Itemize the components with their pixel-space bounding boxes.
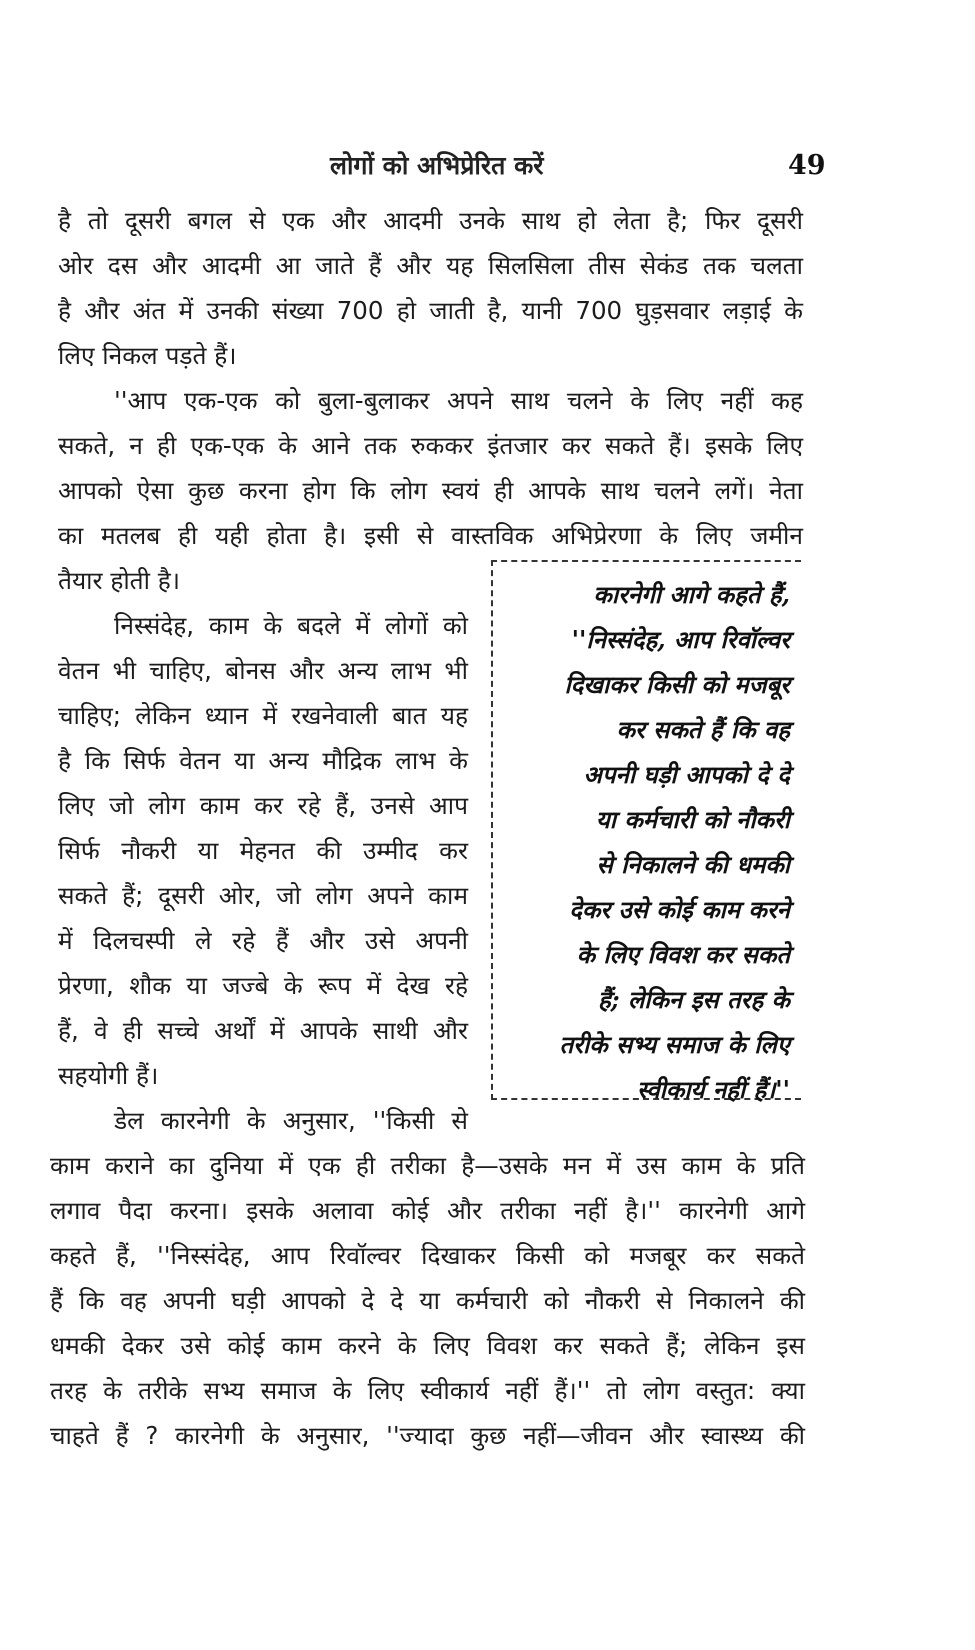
pull-quote-line: देकर उसे कोई काम करने [569,895,790,924]
running-title: लोगों को अभिप्रेरित करें [330,151,544,180]
pull-quote-line: से निकालने की धमकी [596,850,790,879]
paragraph-4 [50,1143,805,1458]
pull-quote-line: हैं; लेकिन इस तरह के [598,985,790,1014]
text-line: डेल कारनेगी के अनुसार, ''किसी से [114,1106,468,1135]
text-line: हैं कि वह अपनी घड़ी आपको दे दे या कर्मचारी को नौकरी से निकालने की [50,1286,805,1315]
text-line: लगाव पैदा करना। इसके अलावा कोई और तरीका नहीं है।'' कारनेगी आगे [50,1196,805,1225]
pull-quote-line: कर सकते हैं कि वह [616,715,790,744]
text-line: चाहते हैं ? कारनेगी के अनुसार, ''ज्यादा कुछ नहीं—जीवन और स्वास्थ्य की [50,1421,805,1450]
pull-quote-line: या कर्मचारी को नौकरी [595,805,790,834]
text-line: है तो दूसरी बगल से एक और आदमी उनके साथ हो लेता है; फिर दूसरी [58,206,803,235]
text-line: है और अंत में उनकी संख्या 700 हो जाती है, यानी 700 घुड़सवार लड़ाई के [58,296,803,325]
text-line: सकते, न ही एक-एक के आने तक रुककर इंतजार कर सकते हैं। इसके लिए [58,431,803,460]
paragraph-4-start [58,1098,468,1143]
paragraph-3 [58,603,468,1098]
text-line: आपको ऐसा कुछ करना होग कि लोग स्वयं ही आपके साथ चलने लगें। नेता [58,476,803,505]
text-line: तैयार होती है। [58,566,181,595]
pull-quote [505,572,790,1112]
text-line: धमकी देकर उसे कोई काम करने के लिए विवश कर सकते हैं; लेकिन इस [50,1331,805,1360]
text-line: लिए जो लोग काम कर रहे हैं, उनसे आप [58,791,468,820]
text-line: लिए निकल पड़ते हैं। [58,341,237,370]
pull-quote-line: तरीके सभ्य समाज के लिए [559,1030,790,1059]
pull-quote-line: दिखाकर किसी को मजबूर [564,670,790,699]
text-line: कहते हैं, ''निस्संदेह, आप रिवॉल्वर दिखाकर किसी को मजबूर कर सकते [50,1241,805,1270]
text-line: सहयोगी हैं। [58,1061,159,1090]
text-line: में दिलचस्पी ले रहे हैं और उसे अपनी [58,926,468,955]
text-line: ''आप एक-एक को बुला-बुलाकर अपने साथ चलने के लिए नहीं कह [114,386,803,415]
text-line: का मतलब ही यही होता है। इसी से वास्तविक अभिप्रेरणा के लिए जमीन [58,521,803,550]
text-line: तरह के तरीके सभ्य समाज के लिए स्वीकार्य नहीं हैं।'' तो लोग वस्तुत: क्या [50,1376,805,1405]
text-line: वेतन भी चाहिए, बोनस और अन्य लाभ भी [58,656,468,685]
page-header [0,148,975,192]
text-line: ओर दस और आदमी आ जाते हैं और यह सिलसिला तीस सेकंड तक चलता [58,251,803,280]
text-line: निस्संदेह, काम के बदले में लोगों को [114,611,468,640]
pull-quote-line: स्वीकार्य नहीं हैं।'' [637,1075,790,1104]
page-number: 49 [788,150,826,181]
text-line: चाहिए; लेकिन ध्यान में रखनेवाली बात यह [58,701,468,730]
text-line: काम कराने का दुनिया में एक ही तरीका है—उसके मन में उस काम के प्रति [50,1151,805,1180]
pull-quote-line: कारनेगी आगे कहते हैं, [593,580,790,609]
text-line: सकते हैं; दूसरी ओर, जो लोग अपने काम [58,881,468,910]
paragraph-1 [58,198,803,378]
text-line: हैं, वे ही सच्चे अर्थों में आपके साथी और [58,1016,468,1045]
text-line: है कि सिर्फ वेतन या अन्य मौद्रिक लाभ के [58,746,468,775]
text-line: सिर्फ नौकरी या मेहनत की उम्मीद कर [58,836,468,865]
text-line: प्रेरणा, शौक या जज्बे के रूप में देख रहे [58,971,468,1000]
pull-quote-line: अपनी घड़ी आपको दे दे [583,760,790,789]
pull-quote-line: ''निस्संदेह, आप रिवॉल्वर [571,625,790,654]
pull-quote-line: के लिए विवश कर सकते [576,940,790,969]
